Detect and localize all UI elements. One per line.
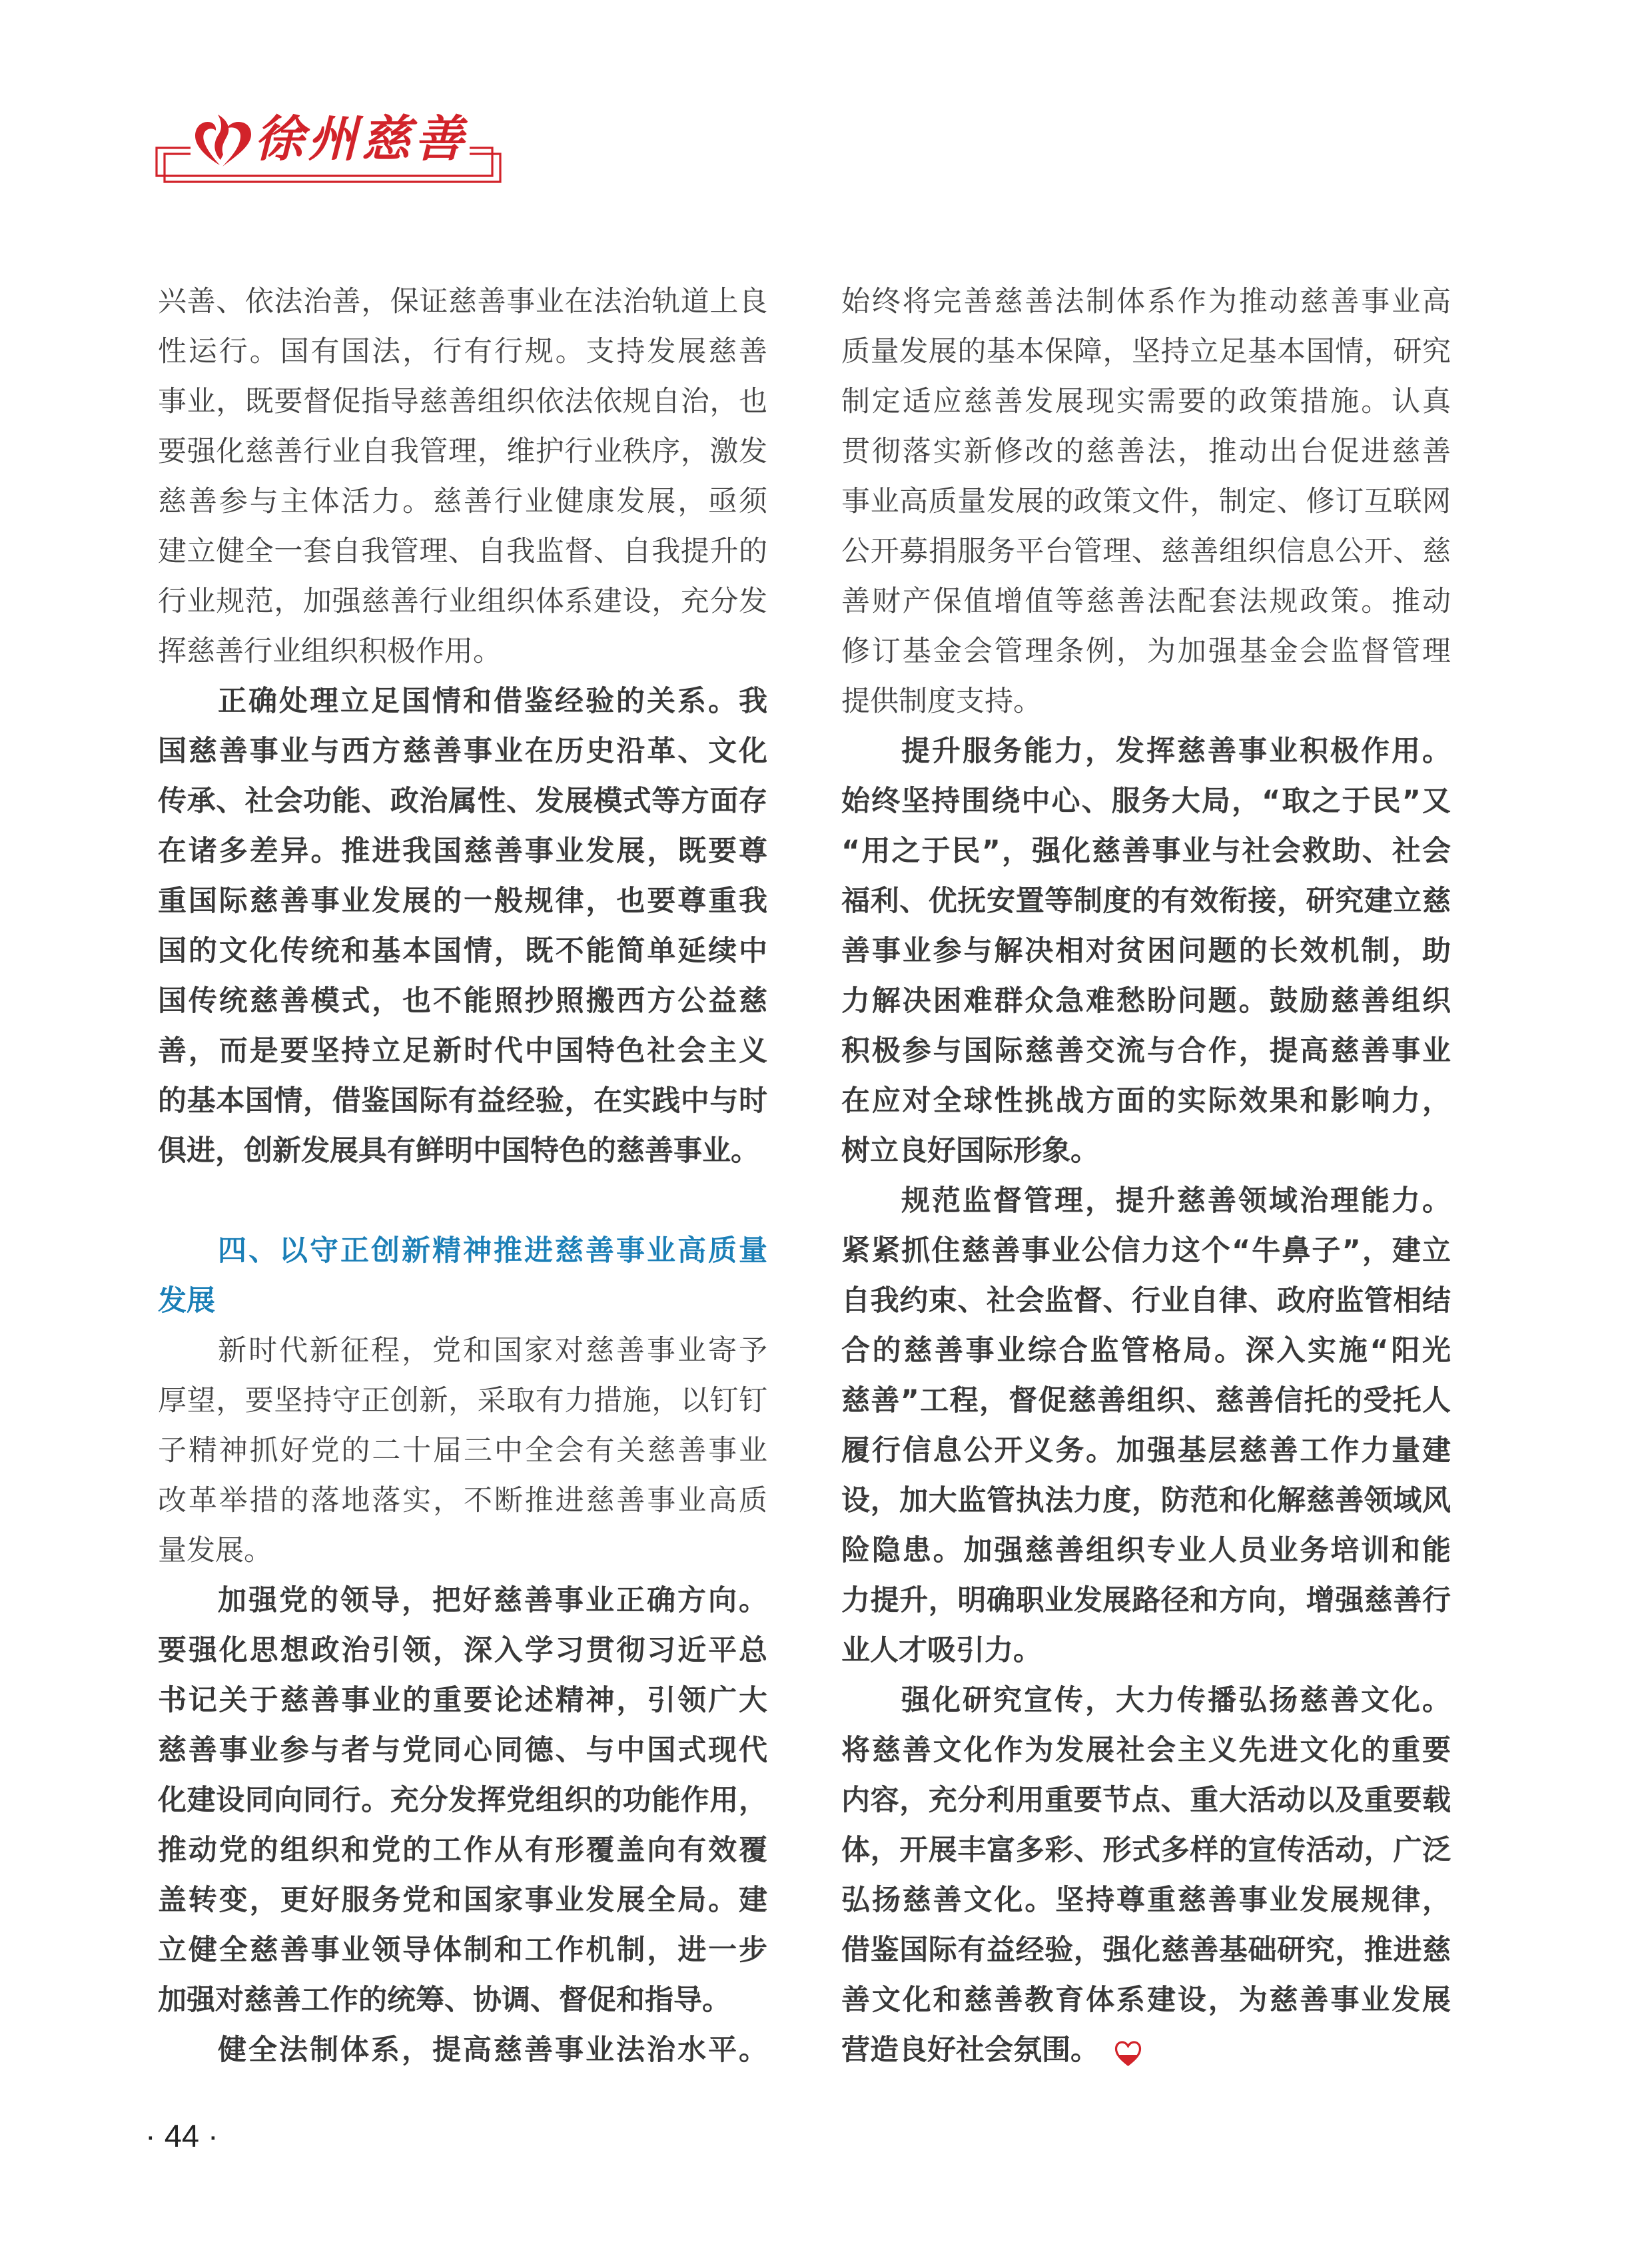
text-line: 推动党的组织和党的工作从有形覆盖向有效覆 bbox=[158, 1834, 767, 1867]
paragraph bbox=[158, 677, 767, 1176]
text-line: 始终坚持围绕中心、服务大局，“取之于民”又 bbox=[841, 785, 1451, 818]
lead-line bbox=[841, 1176, 1451, 1226]
heart-icon bbox=[1114, 2040, 1142, 2067]
text-line: 慈善事业参与者与党同心同德、与中国式现代 bbox=[158, 1734, 767, 1767]
page-number: · 44 · bbox=[145, 2118, 218, 2153]
lead-line bbox=[158, 1576, 767, 1626]
text-line: 厚望，要坚持守正创新，采取有力措施，以钉钉 bbox=[158, 1384, 767, 1417]
text-line: 内容，充分利用重要节点、重大活动以及重要载 bbox=[841, 1784, 1451, 1817]
paragraph bbox=[841, 1176, 1451, 1676]
lead-sentence: 规范监督管理，提升慈善领域治理能力。 bbox=[901, 1184, 1451, 1218]
text-line: 在应对全球性挑战方面的实际效果和影响力， bbox=[841, 1084, 1451, 1118]
paragraph bbox=[158, 1576, 767, 2026]
paragraph bbox=[841, 727, 1451, 1176]
text-line: 公开募捐服务平台管理、慈善组织信息公开、慈 bbox=[841, 535, 1451, 568]
text-line: 俱进，创新发展具有鲜明中国特色的慈善事业。 bbox=[158, 1134, 759, 1168]
text-line: 慈善”工程，督促慈善组织、慈善信托的受托人 bbox=[841, 1384, 1451, 1417]
text-line: 营造良好社会氛围。 bbox=[841, 2034, 1099, 2067]
heading-line: 四、以守正创新精神推进慈善事业高质量 bbox=[218, 1234, 767, 1268]
text-line: 传承、社会功能、政治属性、发展模式等方面存 bbox=[158, 785, 767, 818]
text-line: 积极参与国际慈善交流与合作，提高慈善事业 bbox=[841, 1034, 1451, 1068]
text-line: 将慈善文化作为发展社会主义先进文化的重要 bbox=[841, 1734, 1451, 1767]
lead-line bbox=[158, 677, 767, 727]
text-line: 力解决困难群众急难愁盼问题。鼓励慈善组织 bbox=[841, 984, 1451, 1018]
text-line: 设，加大监管执法力度，防范和化解慈善领域风 bbox=[841, 1484, 1451, 1517]
text-line: 贯彻落实新修改的慈善法，推动出台促进慈善 bbox=[841, 435, 1451, 468]
text-line: 国的文化传统和基本国情，既不能简单延续中 bbox=[158, 934, 767, 968]
text-line: 提供制度支持。 bbox=[841, 685, 1042, 718]
text-line: 行业规范，加强慈善行业组织体系建设，充分发 bbox=[158, 585, 767, 618]
text-line: 弘扬慈善文化。坚持尊重慈善事业发展规律， bbox=[841, 1884, 1451, 1917]
text-line: 善，而是要坚持立足新时代中国特色社会主义 bbox=[158, 1034, 767, 1068]
text-line: 修订基金会管理条例，为加强基金会监督管理 bbox=[841, 635, 1451, 668]
left-column bbox=[158, 277, 767, 2075]
text-line: 始终将完善慈善法制体系作为推动慈善事业高 bbox=[841, 285, 1451, 318]
text-line: 加强对慈善工作的统筹、协调、督促和指导。 bbox=[158, 1984, 731, 2017]
text-line: 国传统慈善模式，也不能照抄照搬西方公益慈 bbox=[158, 984, 767, 1018]
paragraph bbox=[841, 1676, 1451, 2075]
text-line: 业人才吸引力。 bbox=[841, 1634, 1042, 1667]
text-line: 化建设同向同行。充分发挥党组织的功能作用， bbox=[158, 1784, 767, 1817]
text-line: 挥慈善行业组织积极作用。 bbox=[158, 635, 502, 668]
text-line: 制定适应慈善发展现实需要的政策措施。认真 bbox=[841, 385, 1451, 418]
text-line: 在诸多差异。推进我国慈善事业发展，既要尊 bbox=[158, 835, 767, 868]
text-run: 我 bbox=[739, 685, 767, 718]
lead-sentence: 正确处理立足国情和借鉴经验的关系。 bbox=[218, 685, 739, 718]
text-line: 性运行。国有国法，行有行规。支持发展慈善 bbox=[158, 335, 767, 368]
text-line: 要强化慈善行业自我管理，维护行业秩序，激发 bbox=[158, 435, 767, 468]
text-line: 兴善、依法治善，保证慈善事业在法治轨道上良 bbox=[158, 285, 767, 318]
text-line: 重国际慈善事业发展的一般规律，也要尊重我 bbox=[158, 885, 767, 918]
paragraph bbox=[158, 2026, 767, 2075]
text-line: 善事业参与解决相对贫困问题的长效机制，助 bbox=[841, 934, 1451, 968]
text-line: 险隐患。加强慈善组织专业人员业务培训和能 bbox=[841, 1534, 1451, 1567]
lead-line bbox=[841, 1676, 1451, 1726]
heading-line: 发展 bbox=[158, 1284, 215, 1317]
text-line: 量发展。 bbox=[158, 1534, 272, 1567]
text-line: 善文化和慈善教育体系建设，为慈善事业发展 bbox=[841, 1984, 1451, 2017]
text-line: 盖转变，更好服务党和国家事业发展全局。建 bbox=[158, 1884, 767, 1917]
paragraph bbox=[841, 277, 1451, 727]
lead-line bbox=[841, 727, 1451, 777]
text-line: 力提升，明确职业发展路径和方向，增强慈善行 bbox=[841, 1584, 1451, 1617]
text-line: 履行信息公开义务。加强基层慈善工作力量建 bbox=[841, 1434, 1451, 1467]
lead-sentence: 强化研究宣传，大力传播弘扬慈善文化。 bbox=[901, 1684, 1451, 1717]
text-line: 树立良好国际形象。 bbox=[841, 1134, 1099, 1168]
lead-sentence: 健全法制体系，提高慈善事业法治水平。 bbox=[218, 2034, 767, 2067]
lead-line bbox=[158, 2026, 767, 2075]
heart-flame-logo-icon bbox=[193, 113, 253, 168]
text-line: 事业，既要督促指导慈善组织依法依规自治，也 bbox=[158, 385, 767, 418]
text-line: 借鉴国际有益经验，强化慈善基础研究，推进慈 bbox=[841, 1934, 1451, 1967]
text-line: 自我约束、社会监督、行业自律、政府监管相结 bbox=[841, 1284, 1451, 1317]
text-line: 福利、优抚安置等制度的有效衔接，研究建立慈 bbox=[841, 885, 1451, 918]
text-line: 合的慈善事业综合监管格局。深入实施“阳光 bbox=[841, 1334, 1451, 1367]
text-line: 事业高质量发展的政策文件，制定、修订互联网 bbox=[841, 485, 1451, 518]
text-line: “用之于民”，强化慈善事业与社会救助、社会 bbox=[841, 835, 1451, 868]
section-heading bbox=[158, 1226, 767, 1326]
text-line: 建立健全一套自我管理、自我监督、自我提升的 bbox=[158, 535, 767, 568]
text-line: 立健全慈善事业领导体制和工作机制，进一步 bbox=[158, 1934, 767, 1967]
text-line: 慈善参与主体活力。慈善行业健康发展，亟须 bbox=[158, 485, 767, 518]
text-line: 书记关于慈善事业的重要论述精神，引领广大 bbox=[158, 1684, 767, 1717]
lead-sentence: 加强党的领导，把好慈善事业正确方向。 bbox=[218, 1584, 767, 1617]
paragraph bbox=[158, 277, 767, 677]
text-line: 改革举措的落地落实，不断推进慈善事业高质 bbox=[158, 1484, 767, 1517]
paragraph bbox=[158, 1326, 767, 1576]
lead-sentence: 提升服务能力，发挥慈善事业积极作用。 bbox=[901, 735, 1451, 768]
text-line: 子精神抓好党的二十届三中全会有关慈善事业 bbox=[158, 1434, 767, 1467]
masthead-title: 徐州慈善 bbox=[254, 111, 468, 168]
right-column bbox=[841, 277, 1451, 2075]
text-line: 体，开展丰富多彩、形式多样的宣传活动，广泛 bbox=[841, 1834, 1451, 1867]
text-line: 的基本国情，借鉴国际有益经验，在实践中与时 bbox=[158, 1084, 767, 1118]
text-line: 紧紧抓住慈善事业公信力这个“牛鼻子”，建立 bbox=[841, 1234, 1451, 1268]
text-line: 质量发展的基本保障，坚持立足基本国情，研究 bbox=[841, 335, 1451, 368]
text-line: 要强化思想政治引领，深入学习贯彻习近平总 bbox=[158, 1634, 767, 1667]
text-line: 国慈善事业与西方慈善事业在历史沿革、文化 bbox=[158, 735, 767, 768]
text-line: 善财产保值增值等慈善法配套法规政策。推动 bbox=[841, 585, 1451, 618]
text-line: 新时代新征程，党和国家对慈善事业寄予 bbox=[218, 1334, 767, 1367]
